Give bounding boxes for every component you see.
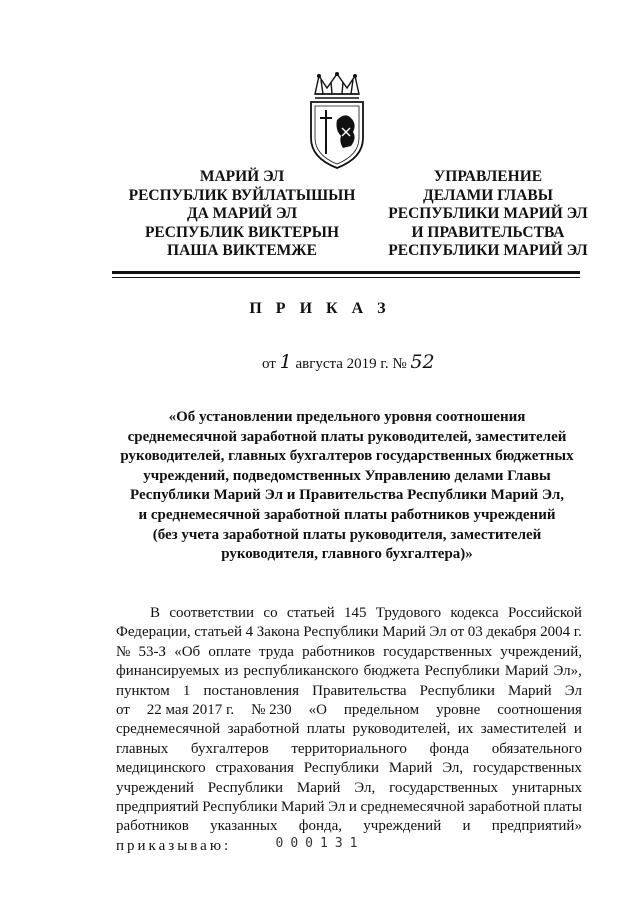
body-word: главных — [116, 740, 169, 757]
body-word: фонда — [429, 740, 470, 757]
body-word: и — [348, 799, 357, 816]
handwritten-day: 1 — [279, 351, 292, 373]
body-word: статьей — [194, 624, 242, 641]
body-word: Правительства — [312, 682, 407, 699]
body-word: бухгалтеров — [190, 740, 269, 757]
body-word: заработной — [468, 799, 540, 816]
body-word: работников — [116, 818, 189, 835]
body-word: 1 — [182, 682, 191, 699]
body-word: Республики — [207, 779, 284, 796]
body-word: пунктом — [116, 682, 170, 699]
title-line: руководителя, главного бухгалтера)» — [221, 546, 473, 563]
body-word: Республики — [424, 663, 500, 680]
body-word: их — [457, 721, 474, 738]
body-line — [116, 662, 582, 681]
body-line — [116, 643, 582, 662]
handwritten-order-number: 52 — [410, 351, 435, 373]
body-word: № 230 — [251, 702, 292, 719]
header-left-line: ПАША ВИКТЕМЖЕ — [167, 242, 317, 259]
date-line — [262, 351, 435, 373]
body-word: Республики — [419, 682, 495, 699]
body-word: оплате — [208, 643, 251, 660]
body-word: учреждений, — [500, 643, 582, 660]
body-word: республиканского — [243, 663, 359, 680]
body-word: уровне — [436, 702, 481, 719]
page-stamp-number: 000131 — [275, 836, 365, 851]
body-word: руководителей, — [352, 721, 451, 738]
body-word: статьей — [286, 605, 335, 621]
body-line — [116, 779, 582, 798]
title-line: «Об установлении предельного уровня соотношения — [168, 409, 526, 425]
body-line — [116, 759, 582, 778]
body-word: государственных — [389, 779, 499, 796]
body-word: и — [573, 721, 582, 738]
body-line — [116, 740, 582, 759]
body-word: заработной — [227, 721, 300, 738]
body-word: указанных — [210, 818, 278, 835]
body-word: Марий — [281, 799, 325, 816]
body-word: фонда, — [298, 818, 343, 835]
body-line — [116, 798, 582, 817]
body-word: среднемесячной — [360, 799, 465, 816]
body-word: 145 — [343, 605, 367, 621]
body-word: 22 мая 2017 г. — [146, 702, 235, 719]
body-line — [116, 817, 582, 836]
body-word: платы — [543, 799, 582, 816]
body-word: со — [263, 605, 278, 621]
title-line: руководителей, главных бухгалтеров государственных бюджетных — [120, 448, 574, 465]
date-month-year: августа 2019 г. № — [295, 356, 407, 372]
coat-of-arms-emblem — [301, 72, 373, 172]
body-word: № — [116, 643, 131, 660]
title-line: среднемесячной заработной платы руководителей, заместителей — [127, 428, 567, 445]
header-left-block — [112, 168, 372, 261]
body-word: 03 — [467, 624, 483, 641]
body-word: Республики — [202, 799, 278, 816]
body-word: Республики — [303, 624, 379, 641]
body-word: предприятий — [116, 799, 199, 816]
body-word: Марий — [504, 663, 549, 680]
body-word: Эл, — [442, 760, 464, 777]
body-word: унитарных — [511, 779, 582, 796]
body-word: Эл, — [354, 779, 376, 796]
body-word: бюджета — [363, 663, 420, 680]
body-word: от — [116, 702, 130, 719]
body-word: «Об — [174, 643, 201, 660]
body-word: платы — [306, 721, 346, 738]
body-word: г. — [573, 624, 582, 641]
body-word: предельном — [343, 702, 420, 719]
body-word: Марий — [296, 779, 341, 796]
body-word: от — [450, 624, 465, 641]
body-word: государственных — [472, 760, 582, 777]
body-word: «О — [308, 702, 327, 719]
body-word: 53-З — [138, 643, 167, 660]
body-word: 2004 — [540, 624, 571, 641]
header-left-line: ДА МАРИЙ ЭЛ — [186, 205, 298, 222]
header-right-line: ДЕЛАМИ ГЛАВЫ — [423, 186, 553, 204]
header-right-line: РЕСПУБЛИКИ МАРИЙ ЭЛ — [388, 205, 588, 222]
body-word: Марий — [382, 624, 426, 641]
body-word: Закона — [256, 624, 300, 641]
body-word: медицинского — [116, 760, 206, 777]
body-word: из — [224, 663, 239, 680]
body-word: соотношения — [497, 702, 582, 719]
body-paragraph — [116, 604, 582, 856]
body-word: и — [462, 818, 471, 835]
title-line: учреждений, подведомственных Управлению делами Главы — [143, 467, 551, 484]
body-word: территориального — [291, 740, 407, 757]
header-right-line: И ПРАВИТЕЛЬСТВА — [411, 223, 565, 241]
title-line: Республики Марий Эл и Правительства Республики Марий Эл, — [129, 487, 564, 504]
body-word: Эл», — [553, 663, 582, 680]
body-word: страхования — [215, 760, 294, 777]
body-word: Федерации, — [116, 624, 191, 641]
body-word: государственных — [383, 643, 493, 660]
body-word: Республики — [303, 760, 380, 777]
body-word: среднемесячной — [116, 721, 221, 738]
body-line — [116, 720, 582, 739]
body-line — [116, 682, 582, 701]
document-title — [112, 408, 582, 565]
body-word: Эл — [429, 624, 447, 641]
body-word: учреждений — [116, 779, 194, 796]
document-type-heading: П Р И К А З — [249, 300, 391, 317]
body-word: Эл — [328, 799, 346, 816]
header-right-line: УПРАВЛЕНИЕ — [433, 168, 543, 185]
body-word: заместителей — [480, 721, 567, 738]
body-word: работников — [302, 643, 375, 660]
title-line: (без учета заработной платы руководителя, заместителей — [152, 526, 542, 543]
header-left-line: МАРИЙ ЭЛ — [199, 168, 285, 185]
body-word: постановления — [203, 682, 299, 699]
header-right-block — [358, 168, 618, 261]
body-line — [116, 604, 582, 623]
body-word: В — [150, 605, 161, 621]
body-word: обязательного — [491, 740, 582, 757]
header-left-line: РЕСПУБЛИК ВУЙЛАТЫШЫН — [128, 186, 356, 204]
header-left-line: РЕСПУБЛИК ВИКТЕРЫН — [144, 223, 340, 241]
body-word: Трудового — [375, 605, 442, 621]
header-right-line: РЕСПУБЛИКИ МАРИЙ ЭЛ — [388, 242, 588, 259]
body-word: Марий — [388, 760, 433, 777]
body-line — [116, 623, 582, 642]
title-line: и среднемесячной заработной платы работников учреждений — [138, 506, 556, 523]
body-word: Марий — [508, 682, 552, 699]
body-word: Российской — [508, 605, 582, 621]
body-word: кодекса — [450, 605, 499, 621]
header-divider-thin — [112, 277, 580, 278]
date-prefix: от — [262, 356, 276, 372]
body-word: Эл — [564, 682, 582, 699]
body-word: приказываю: — [116, 837, 232, 854]
header-divider-thick — [112, 271, 580, 274]
body-word: декабря — [486, 624, 537, 641]
body-line — [116, 701, 582, 720]
body-word: 4 — [245, 624, 254, 641]
body-word: соответствии — [169, 605, 255, 621]
body-word: учреждений — [363, 818, 442, 835]
body-word: финансируемых — [116, 663, 220, 680]
body-word: труда — [259, 643, 294, 660]
body-word: предприятий» — [491, 818, 582, 835]
